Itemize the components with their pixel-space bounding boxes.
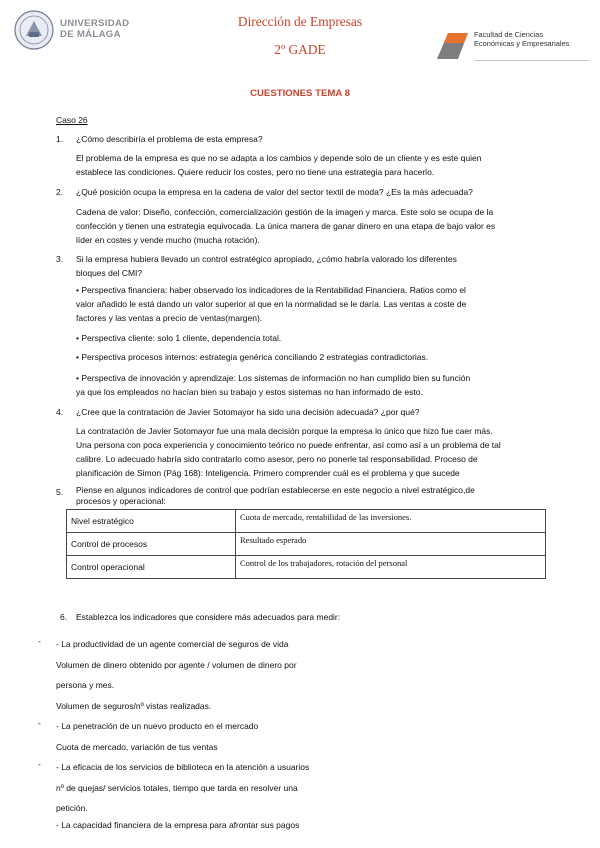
list-dash: - — [38, 759, 41, 769]
measure-line: - La eficacia de los servicios de biblioteca en la atención a usuarios — [56, 762, 310, 772]
table-cell-indicator: Control de los trabajadores, rotación del personal — [236, 556, 546, 579]
faculty-name-line1: Facultad de Ciencias — [474, 30, 544, 39]
answer-4-line: calibre. Lo adecuado habría sido contratarlo como asesor, pero no ponerle tal responsabilidad. Proceso de — [76, 454, 478, 464]
measure-line: petición. — [56, 803, 88, 813]
question-5-line: Piense en algunos indicadores de control que podrían establecerse en este negocio a nivel estratégico,de — [76, 485, 475, 495]
answer-2-line: Cadena de valor: Diseño, confección, comercialización gestión de la imagen y marca. Este solo se ocupa de la — [76, 207, 494, 217]
question-1-number: 1. — [56, 134, 64, 144]
indicators-table — [66, 509, 546, 579]
table-cell-indicator: Resultado esperado — [236, 533, 546, 556]
bullet-line: • Perspectiva cliente: solo 1 cliente, dependencia total. — [76, 333, 282, 343]
answer-2-line: líder en costes y vende mucho (mucha rotación). — [76, 235, 260, 245]
table-row — [67, 510, 546, 533]
answer-2-line: confección y tienen una estrategia equivocada. La única manera de ganar dinero en una etapa de bajo valor es — [76, 221, 496, 231]
bullet-line: factores y las ventas a precio de ventas(margen). — [76, 313, 263, 323]
question-1-text: ¿Cómo describiría el problema de esta empresa? — [76, 134, 263, 144]
measure-productivity — [56, 634, 376, 716]
university-seal-icon — [14, 10, 54, 50]
bullet-line: ya que los empleados no hacían bien su trabajo y estos sistemas no han informado de esto. — [76, 387, 423, 397]
measure-library-efficacy — [56, 757, 376, 819]
measure-line: - La capacidad financiera de la empresa para afrontar sus pagos — [56, 820, 300, 830]
table-row — [67, 533, 546, 556]
question-3-line: Si la empresa hubiera llevado un control estratégico apropiado, ¿cómo habría valorado los diferentes — [76, 254, 457, 264]
question-6-text: Establezca los indicadores que considere más adecuados para medir: — [76, 612, 341, 622]
table-cell-level: Control operacional — [67, 556, 236, 579]
question-6-number: 6. — [60, 612, 68, 622]
question-2-number: 2. — [56, 187, 64, 197]
cmi-internal-process-perspective — [76, 350, 548, 364]
section-title: CUESTIONES TEMA 8 — [250, 88, 350, 99]
faculty-emblem-icon — [434, 29, 472, 63]
table-cell-level: Nivel estratégico — [67, 510, 236, 533]
bullet-line: • Perspectiva de innovación y aprendizaje: Los sistemas de información no han cumplido bien su función — [76, 373, 471, 383]
answer-2 — [76, 205, 548, 247]
table-cell-indicator: Cuota de mercado, rentabilidad de las inversiones. — [236, 510, 546, 533]
table-row — [67, 556, 546, 579]
question-4-text: ¿Cree que la contratación de Javier Sotomayor ha sido una decisión adecuada? ¿por qué? — [76, 407, 420, 417]
university-name-line1: UNIVERSIDAD — [60, 18, 130, 29]
course-title: Dirección de Empresas — [237, 14, 363, 29]
answer-4-line: planificación de Simon (Pág 168): Inteligencia. Primero comprender cuál es el problema y que sucede — [76, 468, 460, 478]
question-5-number: 5. — [56, 487, 64, 497]
answer-1-line: establece las condiciones. Quiere reducir los costes, pero no tiene una estrategia para hacerlo. — [76, 167, 435, 177]
measure-line: - La penetración de un nuevo producto en el mercado — [56, 721, 259, 731]
table-cell-level: Control de procesos — [67, 533, 236, 556]
bullet-line: • Perspectiva financiera: haber observado los indicadores de la Rentabilidad Financiera. Ratios como el — [76, 285, 466, 295]
question-4-number: 4. — [56, 407, 64, 417]
faculty-logo-divider — [474, 60, 589, 61]
measure-line: Volumen de dinero obtenido por agente / volumen de dinero por — [56, 659, 297, 670]
course-year: 2º GADE — [274, 42, 326, 57]
measure-financial-capacity — [56, 818, 376, 832]
faculty-logo — [434, 27, 594, 67]
case-label: Caso 26 — [56, 115, 88, 125]
answer-4-line: Una persona con poca experiencia y conocimiento teórico no puede enfrentar, así como así a un problema de tal — [76, 440, 501, 450]
faculty-name-line2: Económicas y Empresariales — [474, 39, 570, 48]
measure-penetration — [56, 716, 376, 757]
question-5-text — [76, 485, 546, 507]
answer-1-line: El problema de la empresa es que no se adapta a los cambios y depende solo de un cliente y es este quien — [76, 153, 482, 163]
measure-line: Volumen de seguros/nº vistas realizadas. — [56, 700, 212, 711]
university-logo — [14, 10, 134, 50]
question-3-text — [76, 252, 546, 280]
measure-line: Cuota de mercado, variación de tus ventas — [56, 741, 218, 752]
measure-line: persona y mes. — [56, 680, 115, 690]
measure-line: nº de quejas/ servicios totales, tiempo que tarda en resolver una — [56, 782, 298, 793]
question-3-line: bloques del CMI? — [76, 268, 143, 278]
bullet-line: • Perspectiva procesos internos: estrategia genérica conciliando 2 estrategias contradictorias. — [76, 352, 429, 362]
bullet-line: valor añadido le está dando un valor superior al que en la normalidad se le daría. Las ventas a coste de — [76, 299, 467, 309]
cmi-learning-perspective — [76, 371, 548, 399]
answer-1 — [76, 151, 548, 179]
answer-4-line: La contratación de Javier Sotomayor fue una mala decisión porque la empresa lo único que hizo fue caer más. — [76, 426, 493, 436]
list-dash: - — [38, 636, 41, 646]
measure-line: - La productividad de un agente comercial de seguros de vida — [56, 639, 289, 649]
university-name-line2: DE MÁLAGA — [60, 29, 121, 40]
question-3-number: 3. — [56, 254, 64, 264]
list-dash: - — [38, 718, 41, 728]
cmi-customer-perspective — [76, 331, 548, 345]
cmi-financial-perspective — [76, 283, 548, 325]
question-5-line: procesos y operacional: — [76, 496, 166, 506]
question-2-text: ¿Qué posición ocupa la empresa en la cadena de valor del sector textil de moda? ¿Es la más adecuada? — [76, 187, 473, 197]
answer-4 — [76, 424, 548, 480]
